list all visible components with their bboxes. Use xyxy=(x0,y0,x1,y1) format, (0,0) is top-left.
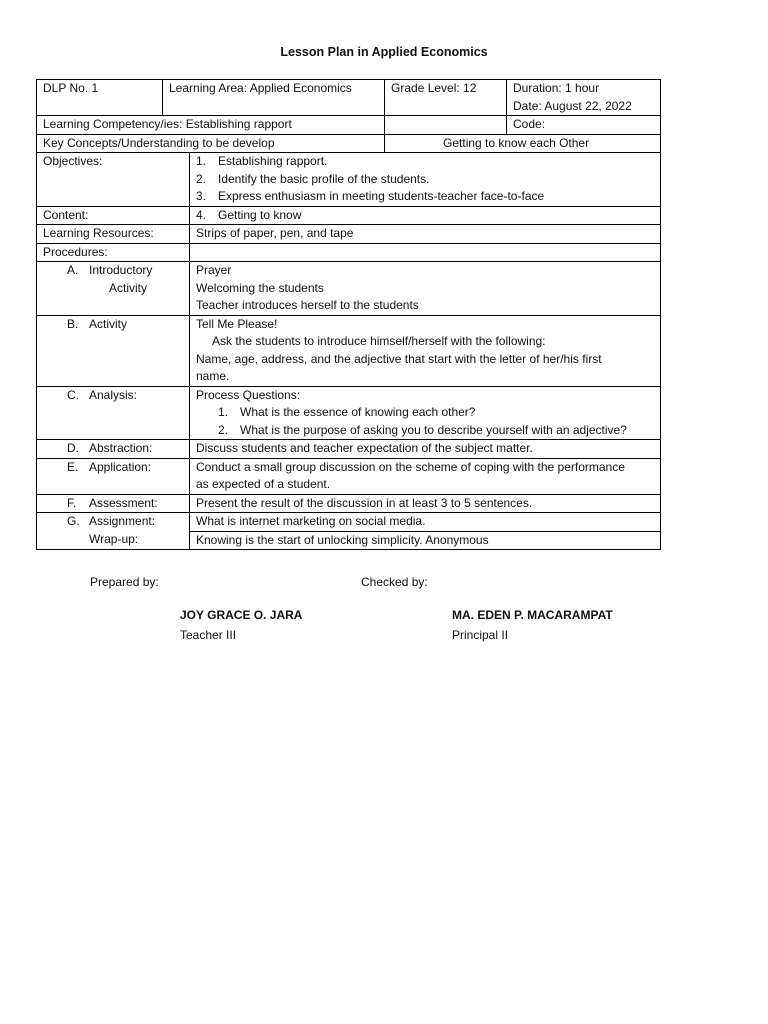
procedure-letter: F. xyxy=(67,495,77,510)
grade-level: Grade Level: 12 xyxy=(385,80,507,116)
list-text: Establishing rapport. xyxy=(218,154,328,168)
learning-area: Learning Area: Applied Economics xyxy=(163,80,385,116)
procedure-c-row xyxy=(37,386,661,440)
list-number: 3. xyxy=(196,189,207,203)
duration: Duration: 1 hour xyxy=(513,81,600,95)
objectives-label: Objectives: xyxy=(37,153,190,207)
procedure-label: Assignment: xyxy=(89,514,156,528)
list-item xyxy=(196,153,654,171)
procedure-d-row xyxy=(37,440,661,459)
content-row xyxy=(37,206,661,225)
dlp-number: DLP No. 1 xyxy=(37,80,163,116)
page-title: Lesson Plan in Applied Economics xyxy=(280,45,488,59)
list-item xyxy=(196,404,654,422)
procedure-g-label xyxy=(37,513,190,532)
procedure-a-row xyxy=(37,262,661,316)
preparer-name: JOY GRACE O. JARA xyxy=(180,608,303,622)
procedure-e-row xyxy=(37,458,661,494)
procedure-d-label xyxy=(37,440,190,459)
procedure-label: Assessment: xyxy=(89,495,158,510)
procedure-line: as expected of a student. xyxy=(196,477,331,491)
key-concepts-label: Key Concepts/Understanding to be develop xyxy=(37,134,385,153)
list-text: Identify the basic profile of the students. xyxy=(218,171,430,186)
list-text: What is the essence of knowing each other? xyxy=(240,405,476,419)
learning-competency: Learning Competency/ies: Establishing rapport xyxy=(37,116,385,135)
empty-cell xyxy=(190,243,661,262)
procedure-label: Introductory xyxy=(89,263,153,277)
procedure-e-content xyxy=(190,458,661,494)
procedure-line: name. xyxy=(196,369,230,383)
content-value xyxy=(190,206,661,225)
procedure-line: Tell Me Please! xyxy=(196,316,278,331)
procedure-a-content xyxy=(190,262,661,316)
procedure-e-label xyxy=(37,458,190,494)
procedure-line: Conduct a small group discussion on the scheme of coping with the performance xyxy=(196,459,625,474)
list-text: What is the purpose of asking you to describe yourself with an adjective? xyxy=(240,422,627,437)
prepared-by-label: Prepared by: xyxy=(90,575,159,589)
procedure-line: Ask the students to introduce himself/herself with the following: xyxy=(212,334,546,348)
preparer-title: Teacher III xyxy=(180,628,237,642)
code-label: Code: xyxy=(507,116,661,135)
procedure-a-label xyxy=(37,262,190,316)
resources-row xyxy=(37,225,661,244)
checked-by-label: Checked by: xyxy=(361,575,428,589)
procedure-label: Analysis: xyxy=(89,387,138,402)
procedures-row xyxy=(37,243,661,262)
procedure-label: Activity xyxy=(89,316,128,331)
procedure-c-content xyxy=(190,386,661,440)
procedure-b-row xyxy=(37,315,661,386)
objectives-list xyxy=(190,153,661,207)
resources-label: Learning Resources: xyxy=(37,225,190,244)
checker-title: Principal II xyxy=(452,628,509,642)
header-row xyxy=(37,80,661,116)
procedure-b-label xyxy=(37,315,190,386)
procedure-label: Abstraction: xyxy=(89,441,153,455)
procedure-g-row xyxy=(37,513,661,532)
procedure-label-cont: Activity xyxy=(109,280,148,295)
wrap-up-row xyxy=(37,531,661,550)
procedure-f-row xyxy=(37,494,661,513)
resources-value: Strips of paper, pen, and tape xyxy=(190,225,661,244)
procedure-letter: A. xyxy=(67,263,79,277)
list-number: 2. xyxy=(218,422,229,437)
procedure-label: Application: xyxy=(89,459,152,474)
procedure-b-content xyxy=(190,315,661,386)
date: Date: August 22, 2022 xyxy=(513,98,632,113)
list-item xyxy=(196,171,654,189)
procedure-line: Teacher introduces herself to the students xyxy=(196,298,419,312)
list-number: 4. xyxy=(196,207,207,222)
list-item xyxy=(196,188,654,206)
list-number: 2. xyxy=(196,171,207,186)
list-item xyxy=(196,422,654,440)
procedure-g-content: What is internet marketing on social media. xyxy=(190,513,661,532)
checker-name: MA. EDEN P. MACARAMPAT xyxy=(452,608,613,622)
procedures-label: Procedures: xyxy=(37,243,190,262)
content-label: Content: xyxy=(37,206,190,225)
key-concepts-text: Getting to know each Other xyxy=(443,135,590,150)
procedure-line: Prayer xyxy=(196,263,232,277)
duration-date-cell xyxy=(507,80,661,116)
procedure-letter: B. xyxy=(67,316,79,331)
procedure-line: Name, age, address, and the adjective that start with the letter of her/his first xyxy=(196,351,602,366)
list-text: Express enthusiasm in meeting students-teacher face-to-face xyxy=(218,189,545,203)
procedure-label: Wrap-up: xyxy=(89,532,139,546)
empty-cell xyxy=(385,116,507,135)
procedure-f-content: Present the result of the discussion in at least 3 to 5 sentences. xyxy=(190,494,661,513)
wrap-up-label xyxy=(37,531,190,550)
procedure-letter: D. xyxy=(67,441,79,455)
list-number: 1. xyxy=(218,405,229,419)
procedure-f-label xyxy=(37,494,190,513)
list-number: 1. xyxy=(196,154,207,168)
content-text: Getting to know xyxy=(218,207,302,222)
lesson-plan-table xyxy=(36,79,661,550)
competency-row xyxy=(37,116,661,135)
procedure-d-content: Discuss students and teacher expectation of the subject matter. xyxy=(190,440,661,459)
procedure-line: Welcoming the students xyxy=(196,280,324,295)
process-questions-heading: Process Questions: xyxy=(196,387,301,402)
procedure-c-label xyxy=(37,386,190,440)
key-concepts-value xyxy=(385,134,661,153)
procedure-letter: G. xyxy=(67,514,80,528)
procedure-letter: C. xyxy=(67,387,79,402)
procedure-letter: E. xyxy=(67,459,79,474)
wrap-up-content: Knowing is the start of unlocking simplicity. Anonymous xyxy=(190,531,661,550)
objectives-row xyxy=(37,153,661,207)
key-concepts-row xyxy=(37,134,661,153)
